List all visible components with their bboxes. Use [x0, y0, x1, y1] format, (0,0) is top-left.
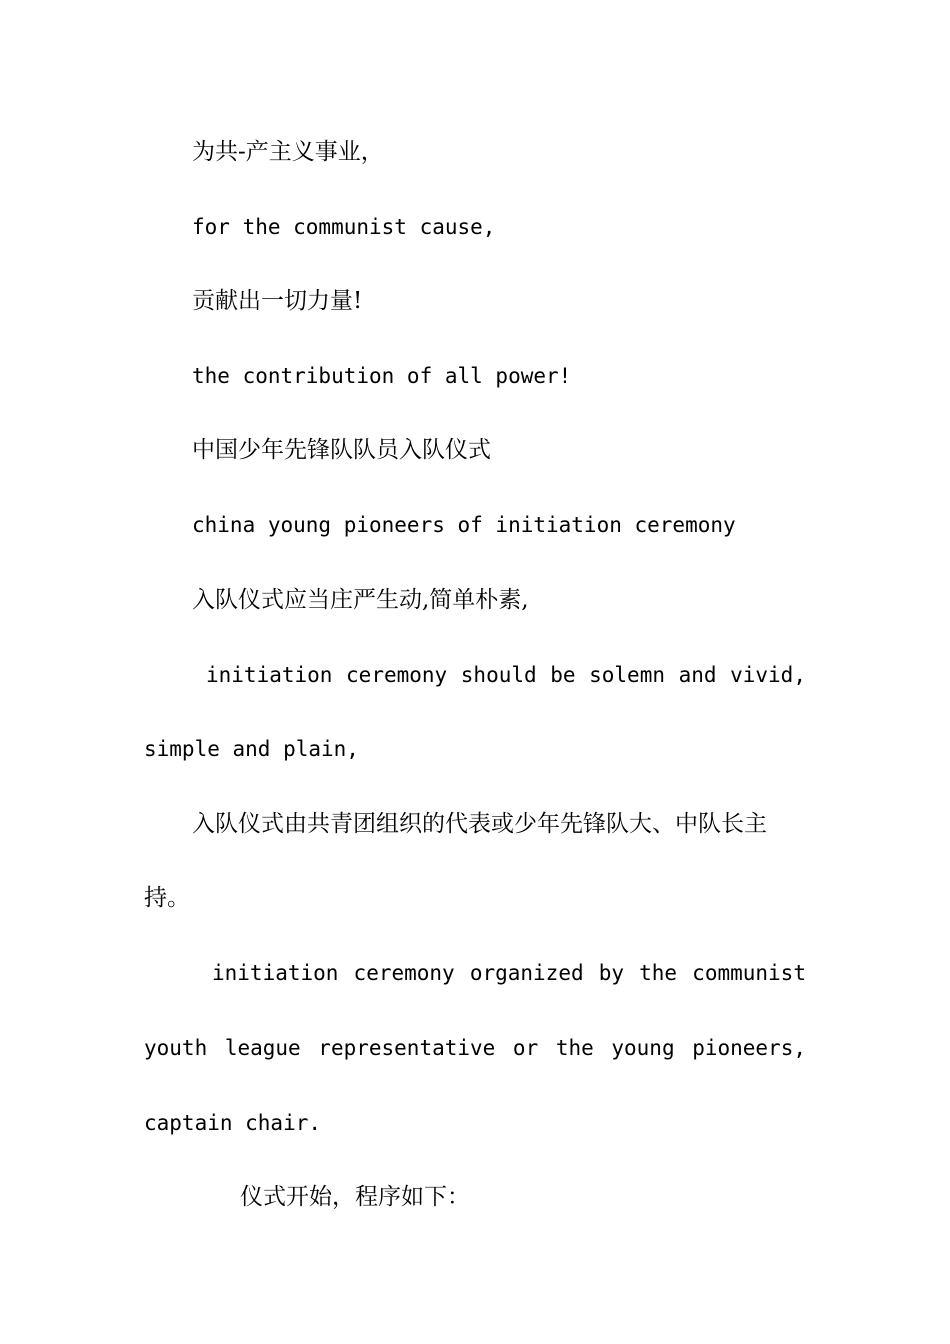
paragraph-line: 中国少年先锋队队员入队仪式: [192, 437, 491, 463]
word: ceremony: [346, 663, 448, 687]
paragraph-line: 入队仪式应当庄严生动,简单朴素,: [192, 587, 529, 613]
word: pioneers,: [692, 1036, 806, 1060]
justified-line: [144, 1033, 806, 1063]
word: and: [678, 663, 717, 687]
word: by: [598, 961, 625, 985]
paragraph-line: 持。: [144, 885, 190, 911]
word: or: [512, 1036, 539, 1060]
word: organized: [469, 961, 584, 985]
word: vivid,: [730, 663, 806, 687]
paragraph-line: 为共-产主义事业，: [192, 139, 384, 165]
paragraph-line: china young pioneers of initiation ceremony: [192, 513, 736, 537]
word: the: [555, 1036, 594, 1060]
justified-line: [144, 958, 806, 988]
paragraph-line: for the communist cause,: [192, 215, 496, 239]
paragraph-line: 贡献出一切力量!: [192, 288, 363, 314]
paragraph-line: captain chair.: [144, 1111, 322, 1135]
justified-line: [144, 660, 806, 690]
paragraph-line: simple and plain,: [144, 737, 359, 761]
word: ceremony: [353, 961, 455, 985]
paragraph-line: the contribution of all power!: [192, 364, 572, 388]
word: initiation: [206, 663, 333, 687]
word: the: [639, 961, 678, 985]
paragraph-line: 仪式开始，程序如下：: [240, 1184, 470, 1210]
word: league: [224, 1036, 301, 1060]
word: should: [460, 663, 537, 687]
word: youth: [144, 1036, 208, 1060]
word: solemn: [589, 663, 665, 687]
word: initiation: [212, 961, 339, 985]
word: young: [611, 1036, 675, 1060]
word: be: [550, 663, 576, 687]
paragraph-line: 入队仪式由共青团组织的代表或少年先锋队大、中队长主: [192, 811, 767, 837]
word: communist: [692, 961, 806, 985]
word: representative: [318, 1036, 496, 1060]
